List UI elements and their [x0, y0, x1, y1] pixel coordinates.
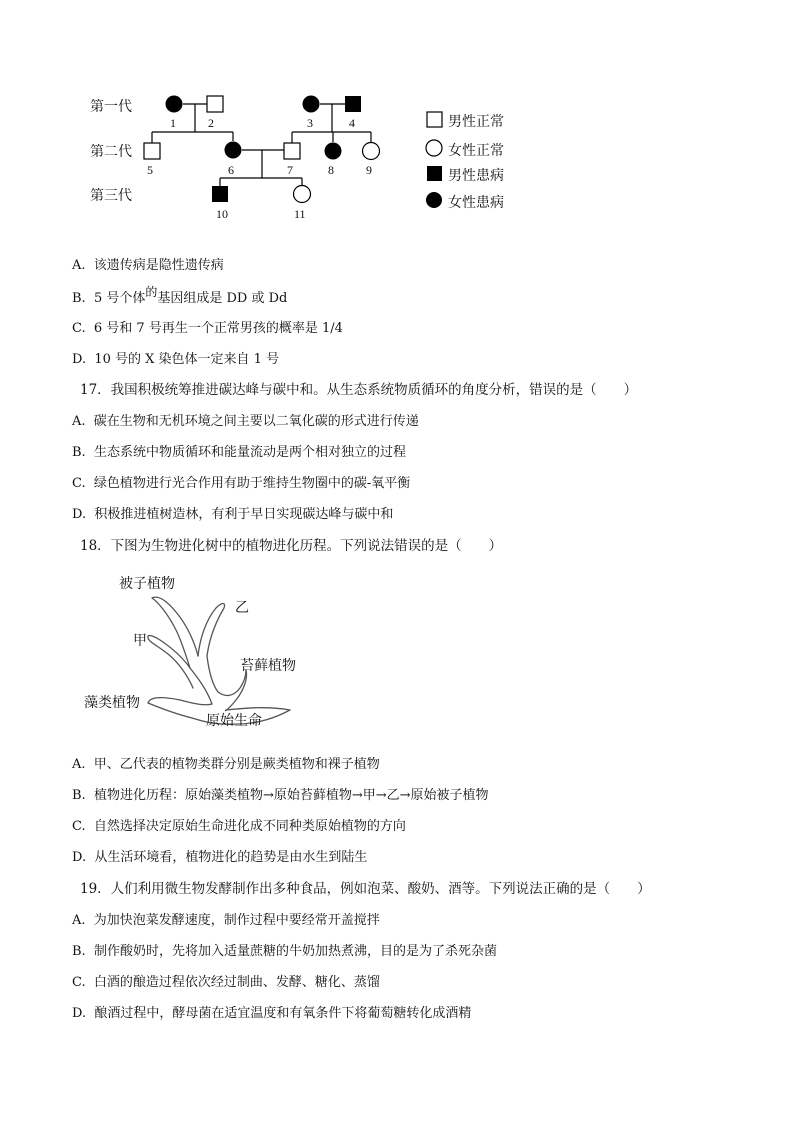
- q16-option-c: C. 6 号和 7 号再生一个正常男孩的概率是 1/4: [72, 321, 343, 336]
- individual-5-empty-square: [144, 143, 160, 159]
- tree-label-yi: 乙: [235, 600, 249, 616]
- individual-number: 6: [228, 163, 234, 177]
- individual-10-filled-square: [212, 186, 228, 202]
- q17-stem: 17．我国积极统筹推进碳达峰与碳中和。从生态系统物质循环的角度分析，错误的是（ ）: [80, 382, 638, 398]
- individual-number: 11: [294, 207, 306, 221]
- generation-label-1: 第一代: [90, 99, 132, 115]
- legend-filled-square-icon: [427, 166, 442, 181]
- individual-number: 4: [349, 116, 355, 130]
- individual-11-empty-circle: [294, 186, 311, 203]
- individual-number: 1: [170, 116, 176, 130]
- individual-3-filled-circle: [303, 96, 320, 113]
- individual-4-filled-square: [345, 96, 361, 112]
- individual-number: 10: [216, 207, 228, 221]
- legend-label: 男性患病: [448, 168, 504, 184]
- q17-option-a: A. 碳在生物和无机环境之间主要以二氧化碳的形式进行传递: [72, 414, 419, 429]
- q19-option-b: B. 制作酸奶时，先将加入适量蔗糖的牛奶加热煮沸，目的是为了杀死杂菌: [72, 944, 497, 959]
- q17-option-c: C. 绿色植物进行光合作用有助于维持生物圈中的碳-氧平衡: [72, 476, 411, 491]
- q16-option-b: B. 5 号个体的基因组成是 DD 或 Dd: [72, 285, 288, 306]
- tree-label-jia: 甲: [133, 633, 147, 649]
- q18-option-d: D. 从生活环境看，植物进化的趋势是由水生到陆生: [72, 850, 368, 865]
- individual-number: 9: [366, 163, 372, 177]
- q18-option-c: C. 自然选择决定原始生命进化成不同种类原始植物的方向: [72, 819, 406, 834]
- individual-8-filled-circle: [325, 143, 342, 160]
- legend-empty-square-icon: [427, 112, 442, 127]
- q17-option-b: B. 生态系统中物质循环和能量流动是两个相对独立的过程: [72, 445, 406, 460]
- q19-option-a: A. 为加快泡菜发酵速度，制作过程中要经常开盖搅拌: [72, 913, 380, 928]
- individual-2-empty-square: [207, 96, 223, 112]
- tree-label-angiosperm: 被子植物: [119, 576, 175, 592]
- q19-option-c: C. 白酒的酿造过程依次经过制曲、发酵、糖化、蒸馏: [72, 975, 380, 990]
- q18-option-a: A. 甲、乙代表的植物类群分别是蕨类植物和裸子植物: [72, 757, 380, 772]
- generation-label-3: 第三代: [90, 188, 132, 204]
- tree-label-algae: 藻类植物: [84, 695, 140, 711]
- q16-option-d: D. 10 号的 X 染色体一定来自 1 号: [72, 352, 280, 367]
- legend-label: 女性患病: [448, 195, 504, 211]
- legend-label: 男性正常: [448, 114, 504, 130]
- pedigree-chart: [0, 0, 794, 230]
- generation-label-2: 第二代: [90, 144, 132, 160]
- individual-7-empty-square: [284, 143, 300, 159]
- individual-number: 2: [208, 116, 214, 130]
- individual-1-filled-circle: [166, 96, 183, 113]
- q17-option-d: D. 积极推进植树造林，有利于早日实现碳达峰与碳中和: [72, 507, 394, 522]
- individual-number: 5: [147, 163, 153, 177]
- legend-filled-circle-icon: [426, 192, 442, 208]
- individual-number: 7: [287, 163, 293, 177]
- individual-number: 3: [307, 116, 313, 130]
- individual-number: 8: [328, 163, 334, 177]
- tree-label-moss: 苔藓植物: [240, 658, 296, 674]
- legend-empty-circle-icon: [426, 140, 442, 156]
- individual-6-filled-circle: [225, 142, 242, 159]
- q19-stem: 19．人们利用微生物发酵制作出多种食品，例如泡菜、酸奶、酒等。下列说法正确的是（ ）: [80, 881, 651, 897]
- legend-label: 女性正常: [448, 143, 504, 159]
- tree-label-origin: 原始生命: [206, 713, 262, 729]
- q18-option-b: B. 植物进化历程：原始藻类植物→原始苔藓植物→甲→乙→原始被子植物: [72, 788, 489, 803]
- q16-option-a: A. 该遗传病是隐性遗传病: [72, 258, 224, 273]
- q18-stem: 18．下图为生物进化树中的植物进化历程。下列说法错误的是（ ）: [80, 538, 503, 554]
- individual-9-empty-circle: [363, 143, 380, 160]
- q19-option-d: D. 酿酒过程中，酵母菌在适宜温度和有氧条件下将葡萄糖转化成酒精: [72, 1006, 472, 1021]
